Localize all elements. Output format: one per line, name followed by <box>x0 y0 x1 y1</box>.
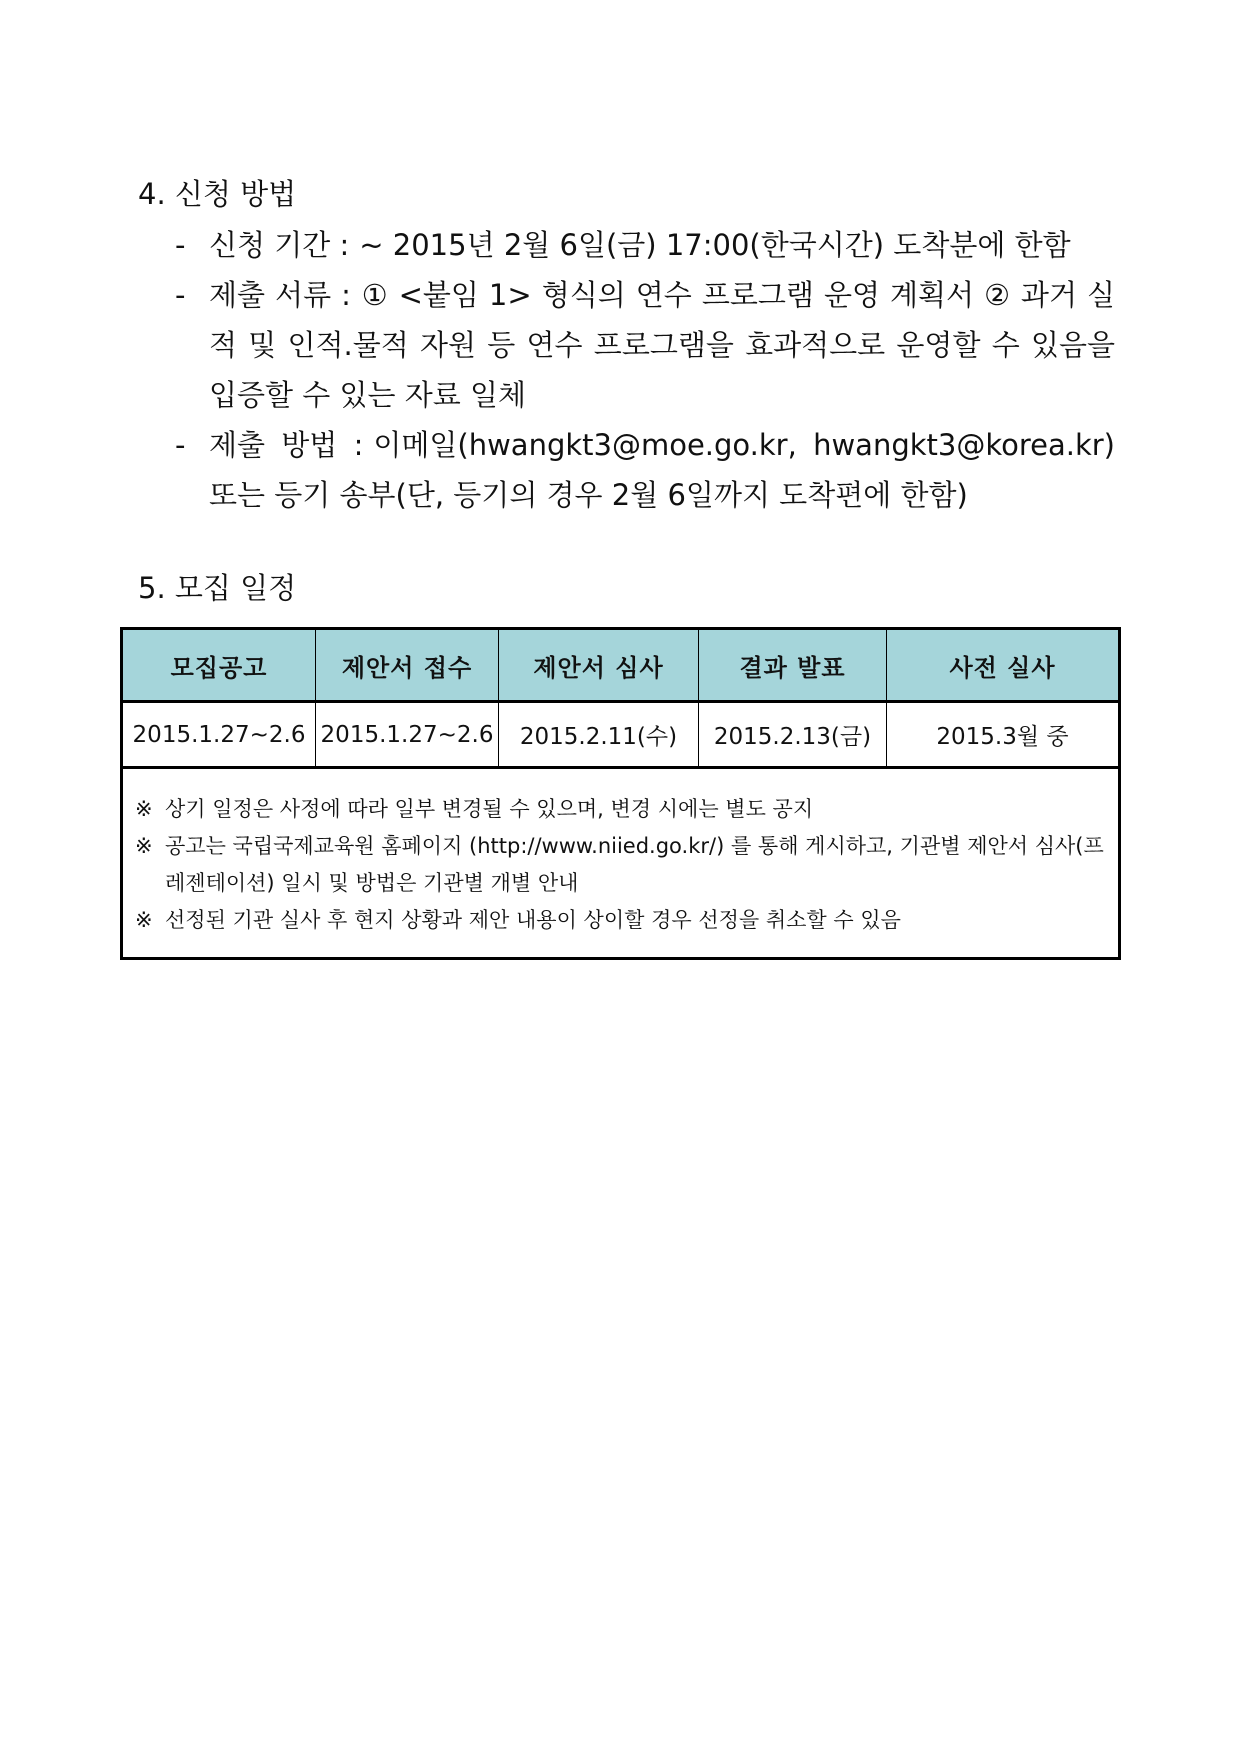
bullet-dash: - <box>175 278 186 312</box>
column-header: 제안서 심사 <box>499 629 699 702</box>
item-text: ~ 2015년 2월 6일(금) 17:00(한국시간) 도착분에 한함 <box>359 228 1071 262</box>
item-text: ① <붙임 1> 형식의 연수 프로그램 운영 계획서 ② 과거 실적 및 인적.물적 자원 등 연수 프로그램을 효과적으로 운영할 수 있음을 입증할 수 있는 자료 일체 <box>209 278 1116 412</box>
note-text: 공고는 국립국제교육원 홈페이지 (http://www.niied.go.kr/) 를 통해 게시하고, 기관별 제안서 심사(프레젠테이션) 일시 및 방법은 기관별 개별 안내 <box>165 834 1104 895</box>
bullet-dash: - <box>175 228 186 262</box>
column-header: 결과 발표 <box>699 629 887 702</box>
item-label: 신청 기간 : <box>209 228 350 262</box>
table-row <box>122 702 1120 768</box>
table-cell: 2015.1.27~2.6 <box>122 702 316 768</box>
item-label: 제출 서류 : <box>209 278 351 312</box>
note-mark: ※ <box>135 908 153 932</box>
section-5-heading: 5. 모집 일정 <box>138 571 297 605</box>
note-text: 상기 일정은 사정에 따라 일부 변경될 수 있으며, 변경 시에는 별도 공지 <box>165 797 814 821</box>
table-cell: 2015.2.13(금) <box>699 702 887 768</box>
table-cell: 2015.2.11(수) <box>499 702 699 768</box>
notes-cell <box>122 768 1120 959</box>
list-item <box>175 420 1115 520</box>
list-item <box>175 220 1115 270</box>
application-method-list <box>175 220 1115 520</box>
table-header-row <box>122 629 1120 702</box>
note-mark: ※ <box>135 834 153 858</box>
column-header: 모집공고 <box>122 629 316 702</box>
column-header: 사전 실사 <box>887 629 1120 702</box>
note-item <box>135 791 1108 828</box>
column-header: 제안서 접수 <box>316 629 499 702</box>
schedule-table <box>120 627 1121 960</box>
list-item <box>175 270 1115 420</box>
table-cell: 2015.3월 중 <box>887 702 1120 768</box>
note-item <box>135 828 1108 902</box>
item-text: 이메일(hwangkt3@moe.go.kr, hwangkt3@korea.kr) 또는 등기 송부(단, 등기의 경우 2월 6일까지 도착편에 한함) <box>209 428 1115 512</box>
section-4-heading: 4. 신청 방법 <box>138 177 297 211</box>
bullet-dash: - <box>175 428 186 462</box>
note-item <box>135 902 1108 939</box>
table-cell: 2015.1.27~2.6 <box>316 702 499 768</box>
item-label: 제출 방법 : <box>209 428 364 462</box>
note-mark: ※ <box>135 797 153 821</box>
notes-row <box>122 768 1120 959</box>
note-text: 선정된 기관 실사 후 현지 상황과 제안 내용이 상이할 경우 선정을 취소할 수 있음 <box>165 908 901 932</box>
